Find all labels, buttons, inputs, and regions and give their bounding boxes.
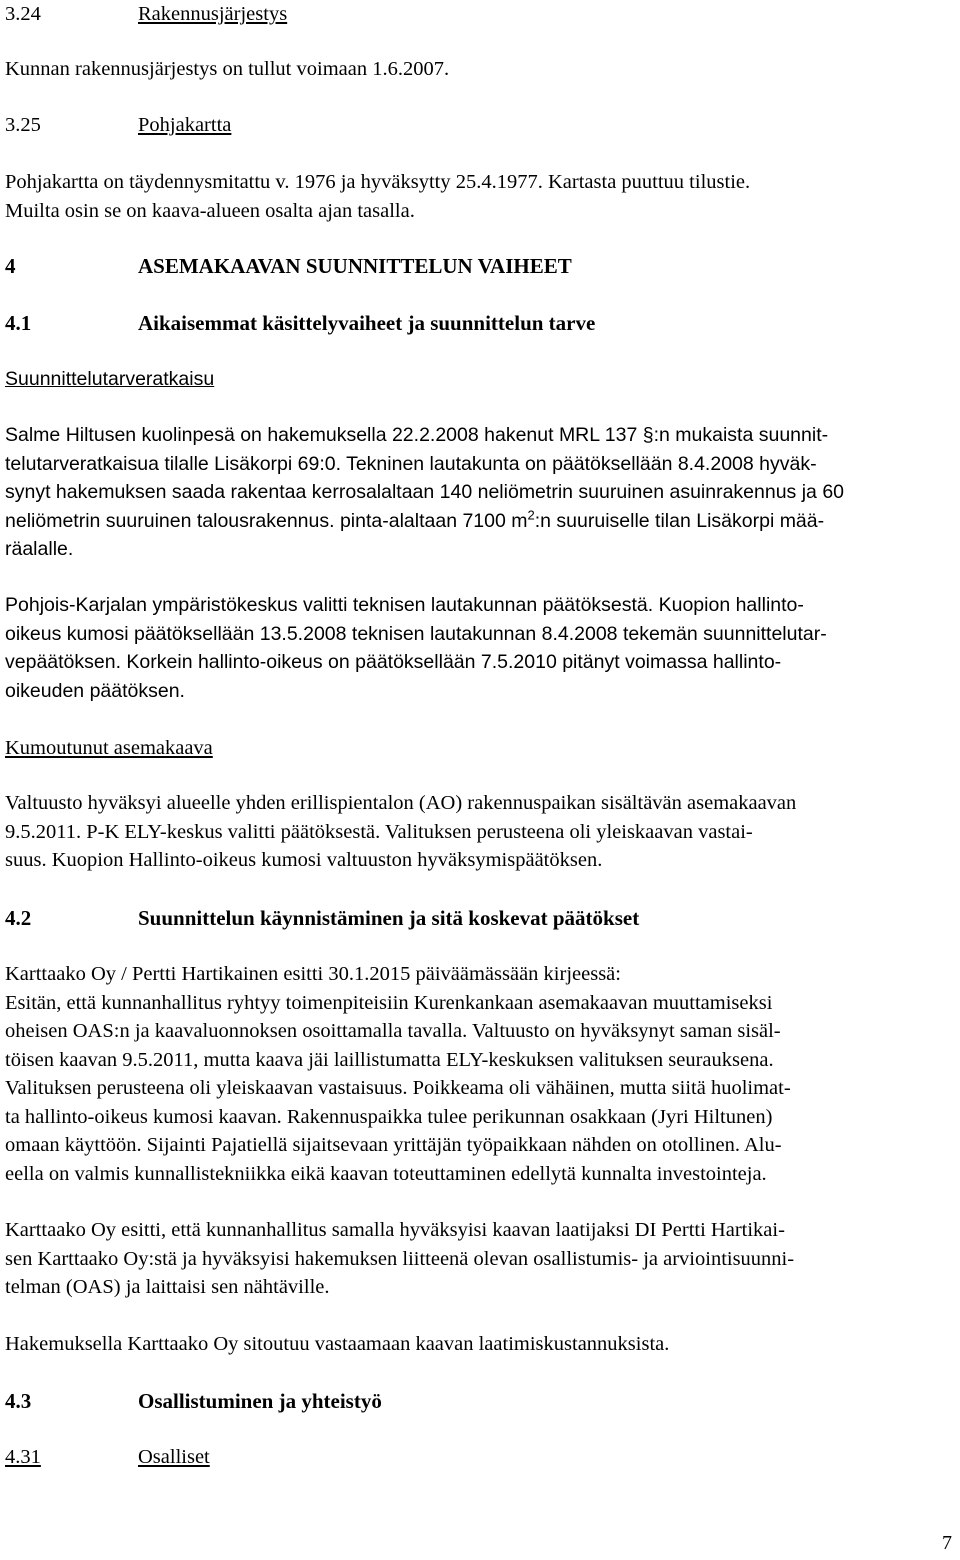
heading-title: ASEMAKAAVAN SUUNNITTELUN VAIHEET (138, 254, 572, 278)
paragraph-esitys (5, 960, 955, 1188)
heading-number: 4.1 (5, 311, 32, 335)
page-number: 7 (942, 1532, 952, 1554)
text-line: oikeuden päätöksen. (5, 679, 185, 702)
text-line: omaan käyttöön. Sijainti Pajatiellä sijaitsevaan yrittäjän työpaikkaan nähden on otollinen. Alu- (5, 1134, 782, 1156)
text-line: synyt hakemuksen saada rakentaa kerrosalaltaan 140 neliömetrin suuruinen asuinrakennus ja 60 (5, 481, 845, 503)
text-fragment: neliömetrin suuruinen talousrakennus. pinta-alaltaan 7100 m (5, 509, 528, 532)
text-line: telman (OAS) ja laittaisi sen nähtäville. (5, 1276, 330, 1298)
subheading-kumoutunut-asemakaava: Kumoutunut asemakaava (5, 737, 213, 759)
heading-number: 4.31 (5, 1446, 41, 1468)
text-line: Karttaako Oy esitti, että kunnanhallitus samalla hyväksyisi kaavan laatijaksi DI Pertti Hartikai- (5, 1219, 785, 1241)
text-fragment: :n suuruiselle tilan Lisäkorpi mää- (534, 509, 825, 532)
text-line (5, 507, 955, 536)
text-line: vepäätöksen. Korkein hallinto-oikeus on päätöksellään 7.5.2010 pitänyt voimassa hallinto- (5, 651, 782, 673)
text-line: Pohjois-Karjalan ympäristökeskus valitti teknisen lautakunnan päätöksestä. Kuopion hallinto- (5, 594, 804, 616)
text-line: Muilta osin se on kaava-alueen osalta ajan tasalla. (5, 199, 415, 222)
heading-4-2 (5, 904, 955, 933)
text-line: telutarveratkaisua tilalle Lisäkorpi 69:0. Tekninen lautakunta on päätöksellään 8.4.2008 hyväk- (5, 452, 817, 475)
heading-4-3 (5, 1387, 955, 1416)
heading-3-24 (5, 0, 955, 29)
paragraph-suunnittelutarveratkaisu (5, 421, 955, 564)
heading-number: 3.24 (5, 3, 41, 25)
text-line: 9.5.2011. P-K ELY-keskus valitti päätöksestä. Valituksen perusteena oli yleiskaavan vastai- (5, 820, 753, 843)
paragraph-kaavan-laatija (5, 1216, 955, 1302)
heading-number: 4.2 (5, 906, 32, 930)
text-line: ta hallinto-oikeus kumosi kaavan. Rakennuspaikka tulee perikunnan osakkaan (Jyri Hiltunen) (5, 1105, 773, 1128)
text-line: räalalle. (5, 538, 74, 560)
text-line: oikeus kumosi päätöksellään 13.5.2008 teknisen lautakunnan 8.4.2008 tekemän suunnittelutar- (5, 622, 827, 645)
text-line: Karttaako Oy / Pertti Hartikainen esitti 30.1.2015 päiväämässään kirjeessä: (5, 963, 621, 985)
heading-4-1 (5, 309, 955, 338)
text-line: eella on valmis kunnallistekniikka eikä kaavan toteuttaminen edellytä kunnalta investointeja. (5, 1162, 767, 1185)
text-line: Salme Hiltusen kuolinpesä on hakemuksella 22.2.2008 hakenut MRL 137 §:n mukaista suunnit- (5, 424, 829, 446)
paragraph-kustannukset: Hakemuksella Karttaako Oy sitoutuu vastaamaan kaavan laatimiskustannuksista. (5, 1333, 670, 1355)
text-line: sen Karttaako Oy:stä ja hyväksyisi hakemuksen liitteenä olevan osallistumis- ja arviointisuunni- (5, 1247, 795, 1270)
text-line: Esitän, että kunnanhallitus ryhtyy toimenpiteisiin Kurenkankaan asemakaavan muuttamiseksi (5, 991, 773, 1014)
text-line: Pohjakartta on täydennysmitattu v. 1976 ja hyväksytty 25.4.1977. Kartasta puuttuu tilustie. (5, 171, 751, 193)
subheading-suunnittelutarveratkaisu: Suunnittelutarveratkaisu (5, 368, 215, 390)
heading-title: Osallistuminen ja yhteistyö (138, 1389, 382, 1413)
heading-4-31 (5, 1443, 955, 1472)
paragraph-pohjakartta (5, 168, 955, 225)
paragraph-rakennusjarjestys: Kunnan rakennusjärjestys on tullut voimaan 1.6.2007. (5, 58, 450, 80)
text-line: oheisen OAS:n ja kaavaluonnoksen osoittamalla tavalla. Valtuusto on hyväksynyt saman sisäl- (5, 1020, 781, 1042)
text-line: suus. Kuopion Hallinto-oikeus kumosi valtuuston hyväksymispäätöksen. (5, 849, 603, 871)
heading-number: 4.3 (5, 1389, 32, 1413)
paragraph-valitus (5, 591, 955, 705)
heading-title: Rakennusjärjestys (138, 3, 288, 25)
heading-4 (5, 252, 955, 281)
heading-title: Suunnittelun käynnistäminen ja sitä koskevat päätökset (138, 906, 640, 930)
heading-title: Osalliset (138, 1446, 210, 1468)
heading-title: Aikaisemmat käsittelyvaiheet ja suunnittelun tarve (138, 311, 596, 335)
heading-number: 3.25 (5, 114, 41, 136)
text-line: Valtuusto hyväksyi alueelle yhden erillispientalon (AO) rakennuspaikan sisältävän asemakaavan (5, 792, 797, 814)
text-line: töisen kaavan 9.5.2011, mutta kaava jäi laillistumatta ELY-keskuksen valituksen seurauksena. (5, 1048, 774, 1071)
heading-title: Pohjakartta (138, 114, 232, 136)
text-line: Valituksen perusteena oli yleiskaavan vastaisuus. Poikkeama oli vähäinen, mutta siitä huolimat- (5, 1077, 791, 1099)
paragraph-kumoutunut (5, 789, 955, 875)
heading-number: 4 (5, 254, 16, 278)
superscript: 2 (527, 507, 535, 522)
heading-3-25 (5, 111, 955, 140)
